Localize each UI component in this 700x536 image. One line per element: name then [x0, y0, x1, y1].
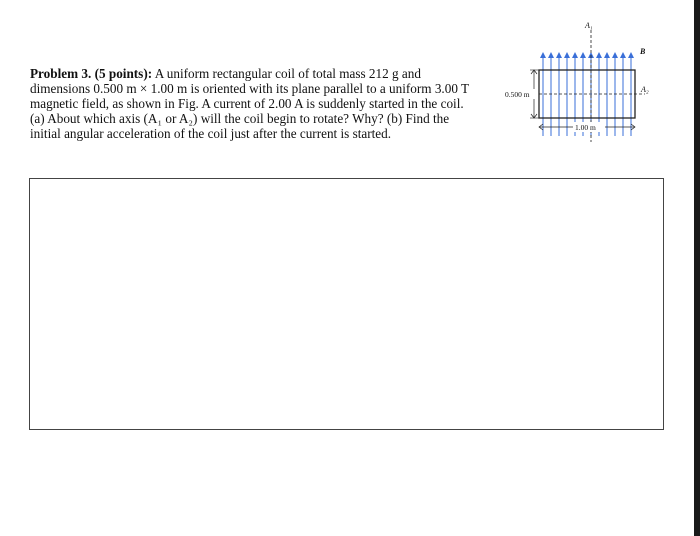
height-label: 0.500 m — [505, 90, 530, 99]
width-label: 1.00 m — [575, 123, 596, 132]
problem-line-1 — [30, 66, 500, 81]
arrow-up-icon — [540, 52, 546, 58]
problem-line-4: (a) About which axis (A₁ or A₂) will the coil begin to rotate? Why? (b) Find the — [30, 111, 450, 126]
answer-box[interactable] — [29, 178, 664, 430]
arrow-up-icon — [572, 52, 578, 58]
arrow-up-icon — [580, 52, 586, 58]
window-edge — [694, 0, 700, 536]
arrow-up-icon — [628, 52, 634, 58]
coil-figure — [503, 18, 663, 146]
arrow-up-icon — [620, 52, 626, 58]
arrow-up-icon — [556, 52, 562, 58]
arrow-up-icon — [548, 52, 554, 58]
arrow-up-icon — [596, 52, 602, 58]
coil-diagram — [503, 18, 663, 146]
problem-statement — [30, 66, 500, 141]
axis-a1-label: A₁ — [585, 21, 593, 30]
problem-line-5: initial angular acceleration of the coil just after the current is started. — [30, 126, 392, 141]
problem-line-2: dimensions 0.500 m × 1.00 m is oriented with its plane parallel to a uniform 3.00 T — [30, 81, 470, 96]
field-label: B⃗ — [640, 47, 652, 56]
field-arrowheads — [540, 52, 634, 58]
problem-heading: Problem 3. (5 points): — [30, 66, 153, 81]
arrow-up-icon — [612, 52, 618, 58]
arrow-up-icon — [564, 52, 570, 58]
problem-text-1: A uniform rectangular coil of total mass 212 g and — [154, 66, 421, 81]
problem-line-3: magnetic field, as shown in Fig. A current of 2.00 A is suddenly started in the coil. — [30, 96, 464, 111]
axis-a2-label: A₂ — [641, 85, 649, 94]
arrow-up-icon — [604, 52, 610, 58]
